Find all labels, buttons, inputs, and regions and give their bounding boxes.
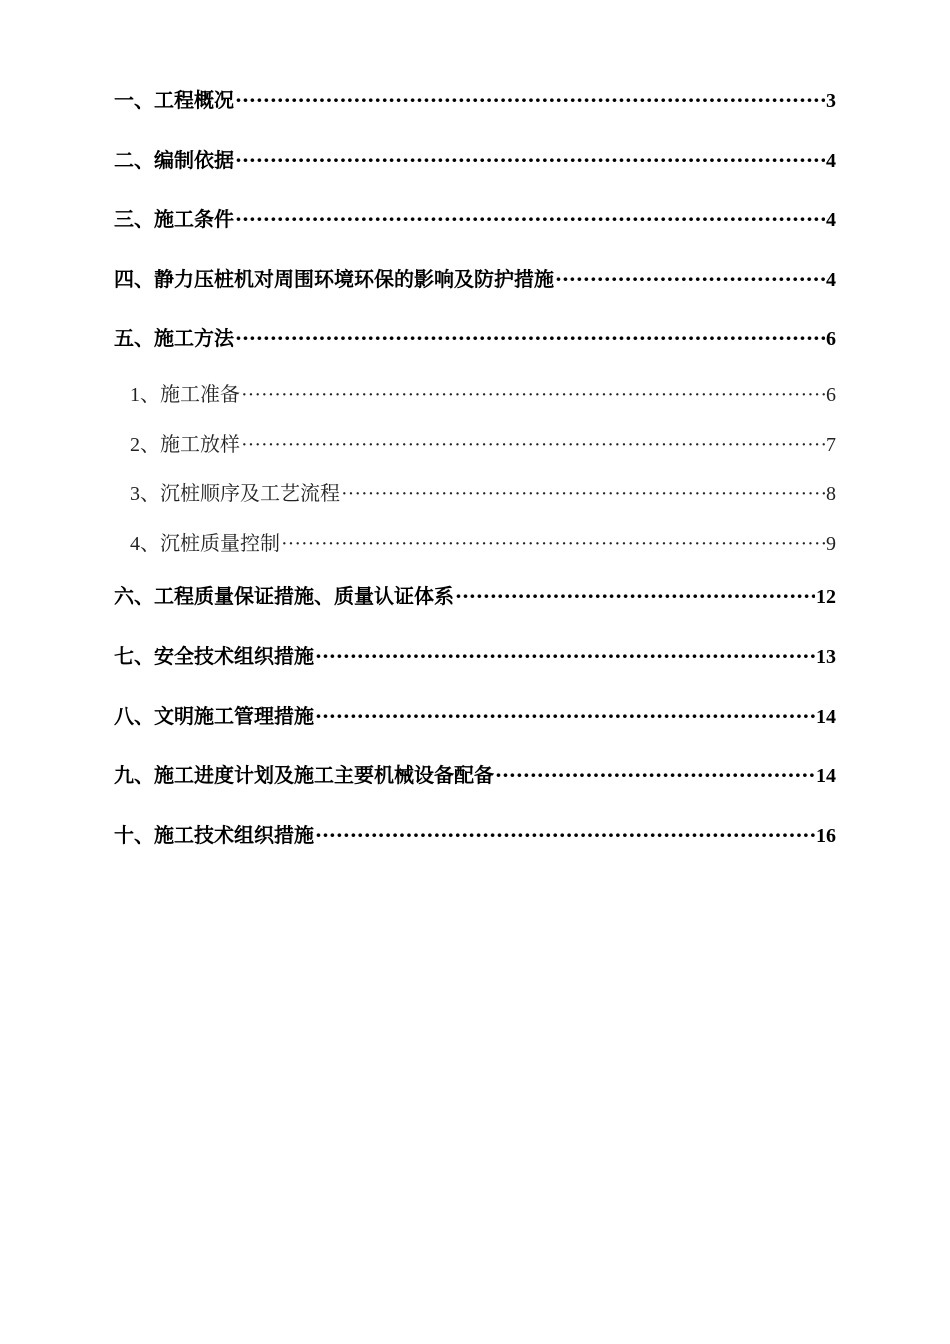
toc-entry-7[interactable] bbox=[114, 636, 836, 696]
toc-dot-leader bbox=[495, 755, 815, 795]
toc-entry-10[interactable] bbox=[114, 815, 836, 875]
toc-dot-leader bbox=[235, 140, 825, 180]
toc-page-number: 6 bbox=[826, 328, 836, 351]
toc-entry-title: 五、施工方法 bbox=[114, 326, 234, 351]
toc-entry-5[interactable] bbox=[114, 318, 836, 378]
toc-subentry-5-2[interactable] bbox=[114, 428, 836, 478]
toc-page-number: 4 bbox=[826, 209, 836, 232]
toc-page-number: 13 bbox=[816, 645, 836, 668]
toc-entry-title: 四、静力压桩机对周围环境环保的影响及防护措施 bbox=[114, 266, 554, 291]
toc-entry-title: 二、编制依据 bbox=[114, 147, 234, 172]
toc-subentry-5-1[interactable] bbox=[114, 378, 836, 428]
toc-dot-leader bbox=[455, 576, 815, 616]
toc-entry-title: 4、沉桩质量控制 bbox=[130, 532, 280, 555]
toc-dot-leader bbox=[315, 815, 815, 855]
toc-entry-title: 3、沉桩顺序及工艺流程 bbox=[130, 483, 340, 506]
toc-dot-leader bbox=[341, 477, 825, 511]
toc-subentry-5-3[interactable] bbox=[114, 477, 836, 527]
toc-page-number: 14 bbox=[816, 765, 836, 788]
toc-entry-2[interactable] bbox=[114, 140, 836, 200]
toc-entry-1[interactable] bbox=[114, 80, 836, 140]
toc-entry-title: 1、施工准备 bbox=[130, 383, 240, 406]
toc-entry-title: 七、安全技术组织措施 bbox=[114, 643, 314, 668]
toc-dot-leader bbox=[241, 428, 825, 462]
toc-subentry-5-4[interactable] bbox=[114, 527, 836, 577]
toc-entry-4[interactable] bbox=[114, 259, 836, 319]
toc-dot-leader bbox=[235, 199, 825, 239]
toc-entry-title: 三、施工条件 bbox=[114, 207, 234, 232]
toc-dot-leader bbox=[235, 80, 825, 120]
toc-entry-6[interactable] bbox=[114, 576, 836, 636]
toc-entry-8[interactable] bbox=[114, 696, 836, 756]
toc-entry-9[interactable] bbox=[114, 755, 836, 815]
toc-page-number: 4 bbox=[826, 149, 836, 172]
toc-dot-leader bbox=[315, 636, 815, 676]
toc-dot-leader bbox=[241, 378, 825, 412]
toc-page-number: 9 bbox=[826, 532, 836, 555]
toc-dot-leader bbox=[555, 259, 825, 299]
toc-page-number: 7 bbox=[826, 433, 836, 456]
toc-entry-3[interactable] bbox=[114, 199, 836, 259]
toc-entry-title: 2、施工放样 bbox=[130, 433, 240, 456]
toc-entry-title: 一、工程概况 bbox=[114, 88, 234, 112]
toc-dot-leader bbox=[235, 318, 825, 358]
toc-dot-leader bbox=[315, 696, 815, 736]
toc-page-number: 6 bbox=[826, 383, 836, 406]
toc-entry-title: 十、施工技术组织措施 bbox=[114, 822, 314, 847]
toc-page-number: 3 bbox=[826, 90, 836, 112]
table-of-contents bbox=[114, 80, 836, 874]
toc-dot-leader bbox=[281, 527, 825, 561]
toc-page-number: 4 bbox=[826, 268, 836, 291]
toc-entry-title: 九、施工进度计划及施工主要机械设备配备 bbox=[114, 763, 494, 788]
toc-page-number: 12 bbox=[816, 586, 836, 609]
toc-page-number: 8 bbox=[826, 483, 836, 506]
toc-entry-title: 八、文明施工管理措施 bbox=[114, 703, 314, 728]
toc-page-number: 14 bbox=[816, 705, 836, 728]
toc-entry-title: 六、工程质量保证措施、质量认证体系 bbox=[114, 584, 454, 609]
toc-page-number: 16 bbox=[816, 824, 836, 847]
